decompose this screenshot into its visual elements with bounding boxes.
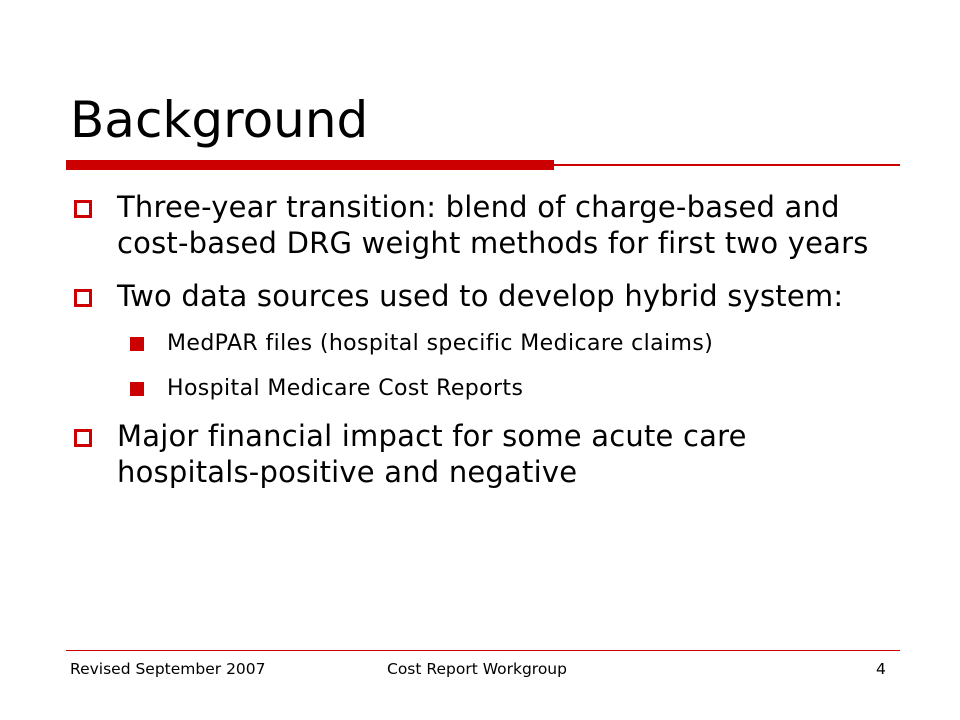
hollow-square-bullet-icon [74, 429, 92, 447]
bullet-text: Two data sources used to develop hybrid system: [117, 279, 844, 314]
footer-revision-date: Revised September 2007 [70, 660, 266, 678]
filled-square-bullet-icon [130, 382, 144, 396]
slide-title: Background [70, 91, 369, 149]
sub-bullet-list [74, 329, 894, 403]
bullet-item [74, 190, 894, 261]
slide-body [74, 190, 894, 509]
hollow-square-bullet-icon [74, 200, 92, 218]
sub-bullet-text: MedPAR files (hospital specific Medicare claims) [167, 330, 714, 356]
bullet-text: Three-year transition: blend of charge-based and cost-based DRG weight methods for first two years [117, 190, 869, 260]
footer-divider [66, 650, 900, 651]
bullet-text: Major financial impact for some acute care hospitals-positive and negative [117, 419, 747, 489]
footer-workgroup: Cost Report Workgroup [387, 660, 567, 678]
bullet-item [74, 419, 894, 490]
title-underline-thick [66, 160, 554, 170]
sub-bullet-item [130, 329, 894, 359]
sub-bullet-text: Hospital Medicare Cost Reports [167, 375, 524, 401]
bullet-item [74, 279, 894, 315]
filled-square-bullet-icon [130, 337, 144, 351]
hollow-square-bullet-icon [74, 289, 92, 307]
sub-bullet-item [130, 374, 894, 404]
slide-number: 4 [876, 660, 886, 678]
